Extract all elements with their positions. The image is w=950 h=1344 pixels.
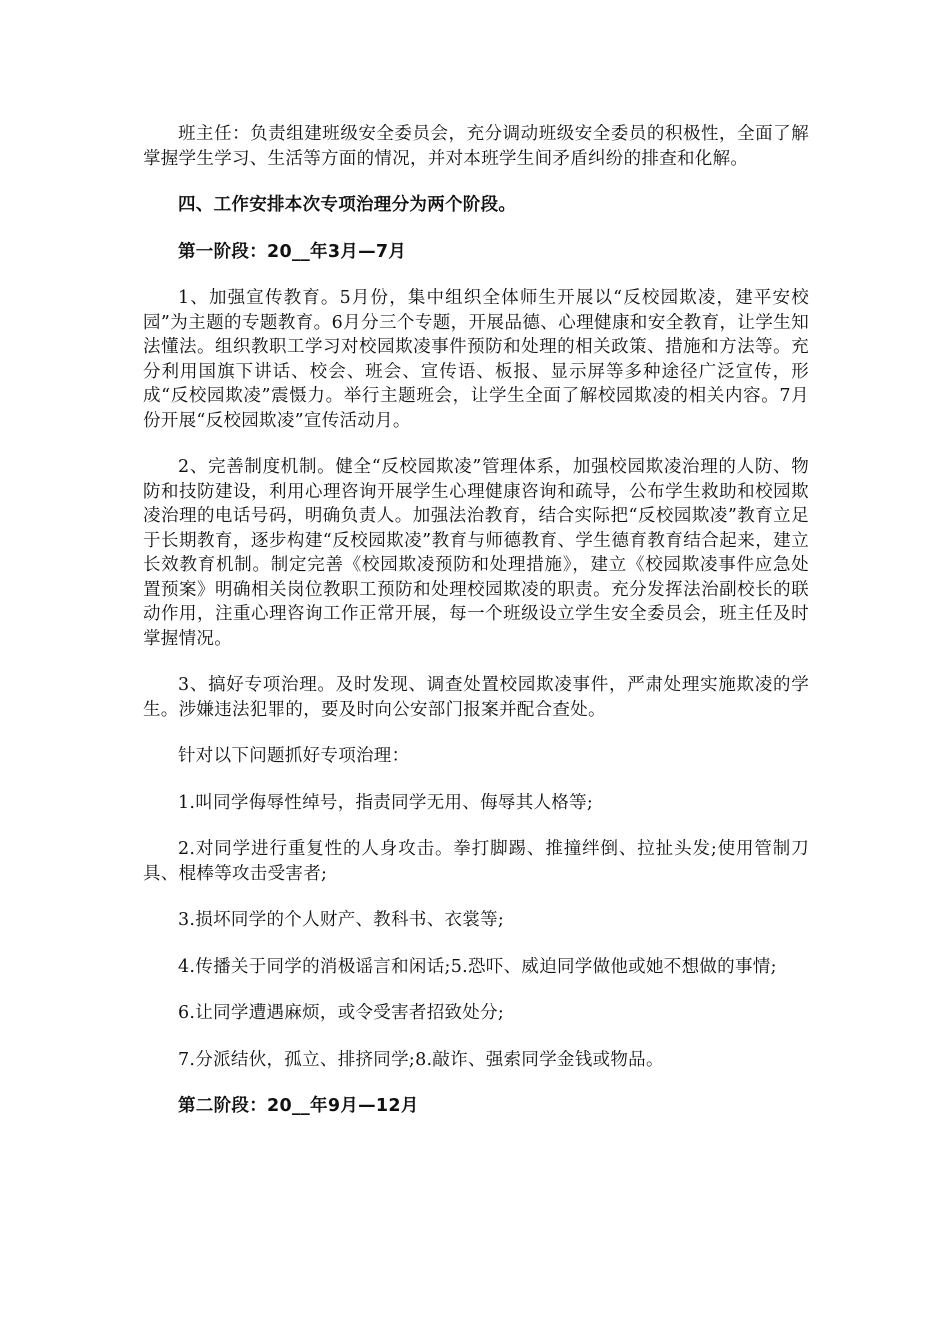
paragraph-issue-intro: 针对以下问题抓好专项治理：	[178, 746, 410, 766]
paragraph-system-mechanism: 2、完善制度机制。健全“反校园欺凌”管理体系，加强校园欺凌治理的人防、物防和技防建设，利用心理咨询开展学生心理健康咨询和疏导，公布学生救助和校园欺凌治理的电话号码，明确负责人。加强法治教育，结合实际把“反校园欺凌”教育立足于长期教育，逐步构建“反校园欺凌”教育与师德教育、学生德育教育结合起来，建立长效教育机制。制定完善《校园欺凌预防和处理措施》，建立《校园欺凌事件应急处置预案》明确相关岗位教职工预防和处理校园欺凌的职责。充分发挥法治副校长的联动作用，注重心理咨询工作正常开展，每一个班级设立学生安全委员会，班主任及时掌握情况。	[143, 457, 809, 649]
paragraph-class-teacher-duty: 班主任：负责组建班级安全委员会，充分调动班级安全委员的积极性，全面了解掌握学生学习、生活等方面的情况，并对本班学生间矛盾纠纷的排查和化解。	[143, 124, 809, 169]
document-page	[143, 122, 809, 1141]
list-item-issue-4-5: 4.传播关于同学的消极谣言和闲话;5.恐吓、威迫同学做他或她不想做的事情;	[178, 956, 777, 977]
stage-two-heading: 第二阶段：20__年9月—12月	[178, 1096, 419, 1116]
list-item-issue-3: 3.损坏同学的个人财产、教科书、衣裳等;	[178, 910, 505, 930]
paragraph-publicity-education: 1、加强宣传教育。5月份，集中组织全体师生开展以“反校园欺凌，建平安校园”为主题的专题教育。6月分三个专题，开展品德、心理健康和安全教育，让学生知法懂法。组织教职工学习对校园欺凌事件预防和处理的相关政策、措施和方法等。充分利用国旗下讲话、校会、班会、宣传语、板报、显示屏等多种途径广泛宣传，形成“反校园欺凌”震慑力。举行主题班会，让学生全面了解校园欺凌的相关内容。7月份开展“反校园欺凌”宣传活动月。	[143, 288, 809, 431]
list-item-issue-2: 2.对同学进行重复性的人身攻击。拳打脚踢、推撞绊倒、拉扯头发;使用管制刀具、棍棒等攻击受害者;	[143, 839, 809, 884]
paragraph-special-governance: 3、搞好专项治理。及时发现、调查处置校园欺凌事件，严肃处理实施欺凌的学生。涉嫌违法犯罪的，要及时向公安部门报案并配合查处。	[143, 675, 809, 720]
list-item-issue-1: 1.叫同学侮辱性绰号，指责同学无用、侮辱其人格等;	[178, 792, 594, 813]
list-item-issue-7-8: 7.分派结伙，孤立、排挤同学;8.敲诈、强索同学金钱或物品。	[178, 1049, 664, 1070]
section-heading-work-arrangement: 四、工作安排本次专项治理分为两个阶段。	[178, 195, 517, 215]
stage-one-heading: 第一阶段：20__年3月—7月	[178, 241, 407, 262]
list-item-issue-6: 6.让同学遭遇麻烦，或令受害者招致处分;	[178, 1003, 505, 1023]
